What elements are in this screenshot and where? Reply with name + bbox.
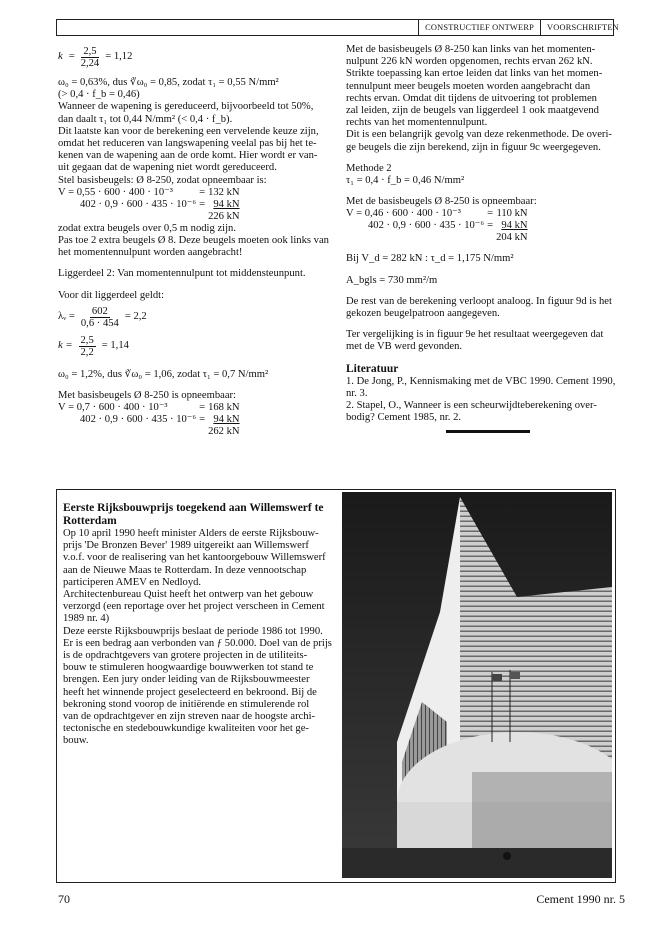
paragraph-line: Pas toe 2 extra beugels Ø 8. Deze beugels moeten ook links van xyxy=(58,235,329,247)
omega-paragraph xyxy=(58,77,336,187)
paragraph-line: zal leiden, zijn de beugels van liggerdeel 1 ook maatgevend xyxy=(346,105,599,117)
paragraph-line: gekozen beugelpatroon aangegeven. xyxy=(346,308,500,320)
methode-2-heading: Methode 2 xyxy=(346,162,392,174)
header-section: CONSTRUCTIEF ONTWERP xyxy=(418,20,540,35)
news-line: bouw. xyxy=(63,735,89,747)
calc-table-1 xyxy=(58,187,243,223)
lambda-equation xyxy=(58,306,336,329)
news-text xyxy=(63,502,333,748)
calc-row xyxy=(346,208,531,220)
calc-row xyxy=(58,211,243,223)
news-line: is de opdrachtgevers van grotere projecten in de utiliteits- xyxy=(63,650,308,662)
calc-cell: = xyxy=(199,186,206,198)
news-title xyxy=(63,502,333,528)
omega-line: kenen van de wapening aan de orde komt. Hier wordt er van- xyxy=(58,150,318,162)
running-header xyxy=(56,19,619,36)
k-symbol: k xyxy=(58,51,63,63)
paragraph-line: rechts ervan. Omdat dit tijdens de uitvoering tot problemen xyxy=(346,92,597,104)
paragraph-line: rechts van het momentennulpunt. xyxy=(346,117,488,129)
lambda-denominator: 0,6 · 454 xyxy=(80,317,119,329)
k2-equation xyxy=(58,335,336,358)
k2-result: = 1,14 xyxy=(101,340,129,352)
calc-cell: 94 kN xyxy=(501,220,528,232)
paragraph-line: Dit is een belangrijk gevolg van deze rekenmethode. De overi- xyxy=(346,129,612,141)
calc-cell xyxy=(58,211,199,223)
reference-line: nr. 3. xyxy=(346,387,368,399)
right-column xyxy=(346,44,624,433)
willemswerf-photo xyxy=(342,492,612,878)
calc-cell xyxy=(199,426,208,438)
news-line: v.o.f. voor de realisering van het kantoorgebouw Willemswerf xyxy=(63,552,326,564)
paragraph-line: De rest van de berekening verloopt analoog. In figuur 9d is het xyxy=(346,295,612,307)
header-blank-cell xyxy=(57,20,418,35)
paragraph-line: het momentennulpunt worden aangebracht! xyxy=(58,247,243,259)
news-line: prijs 'De Bronzen Bever' 1989 uitgereikt aan Willemswerf xyxy=(63,540,309,552)
literatuur-list xyxy=(346,376,624,425)
lambda-fraction xyxy=(81,306,119,329)
end-rule xyxy=(446,430,530,433)
page-number: 70 xyxy=(58,892,70,906)
calc-cell: = xyxy=(487,208,494,220)
k-denominator: 2,24 xyxy=(80,58,100,69)
omega-line: ω₀ = 0,63%, dus ∛ω₀ = 0,85, zodat τ₁ = 0,55 N/mm² xyxy=(58,77,279,88)
omega-line: uit gegaan dat de wapening niet wordt gereduceerd. xyxy=(58,162,277,174)
calc-cell xyxy=(487,232,496,244)
paragraph-line: zodat extra beugels over 0,5 m nodig zijn. xyxy=(58,222,236,234)
calc-cell: V = 0,46 · 600 · 400 · 10⁻³ xyxy=(346,208,461,220)
calc-cell: 402 · 0,9 · 600 · 435 · 10⁻⁶ xyxy=(80,414,197,426)
k-numerator: 2,5 xyxy=(83,46,97,57)
right-paragraph-1 xyxy=(346,44,624,154)
tau-line: τ₁ = 0,4 · f_b = 0,46 N/mm² xyxy=(346,175,465,187)
calc-cell: 168 kN xyxy=(208,402,240,414)
calc-cell: 110 kN xyxy=(496,208,528,220)
calc-cell: = xyxy=(199,402,206,414)
basis2-line: Met basisbeugels Ø 8-250 is opneembaar: xyxy=(58,390,236,402)
k-fraction xyxy=(81,46,100,69)
abgls-line: A_bgls = 730 mm²/m xyxy=(346,274,438,286)
omega-line: Stel basisbeugels: Ø 8-250, zodat opneembaar is: xyxy=(58,174,267,186)
news-line: heeft het winnende project geselecteerd en bekroond. Bij de xyxy=(63,686,317,698)
calc-cell: 262 kN xyxy=(208,426,240,438)
news-line: van de opdrachtgever en zijn streven naar de hoogste archi- xyxy=(63,711,316,723)
calc-cell: 94 kN xyxy=(213,414,240,426)
k2-numerator: 2,5 xyxy=(80,334,94,346)
news-line: bekroning stond voorop de initiërende en stimulerende rol xyxy=(63,698,310,710)
k2-denominator: 2,2 xyxy=(80,346,94,358)
k2-fraction xyxy=(79,335,96,358)
calc-cell: = xyxy=(199,414,206,426)
calc-cell: V = 0,7 · 600 · 400 · 10⁻³ xyxy=(58,402,168,414)
news-line: participeren AMEV en Nedloyd. xyxy=(63,576,202,588)
lambda-result: = 2,2 xyxy=(124,311,147,323)
news-line: bouw te stimuleren hoogwaardige bouwwerken tot stand te xyxy=(63,662,314,674)
news-body xyxy=(63,528,333,748)
lambda-numerator: 602 xyxy=(91,305,108,317)
calc-row xyxy=(58,187,243,199)
journal-issue: Cement 1990 nr. 5 xyxy=(536,892,625,906)
omega2-line: ω₀ = 1,2%, dus ∛ω₀ = 1,06, zodat τ₁ = 0,7 N/mm² xyxy=(58,368,269,380)
left-column xyxy=(58,44,336,438)
news-line: 1989 nr. 4) xyxy=(63,613,110,625)
calc-cell xyxy=(346,232,487,244)
calc-cell: 402 · 0,9 · 600 · 435 · 10⁻⁶ xyxy=(80,198,197,210)
header-subsection: VOORSCHRIFTEN xyxy=(540,20,613,35)
reference-line: 1. De Jong, P., Kennismaking met de VBC 1990. Cement 1990, xyxy=(346,375,616,387)
literatuur-heading: Literatuur xyxy=(346,362,399,375)
right-paragraph-3 xyxy=(346,329,624,353)
news-line: Op 10 april 1990 heeft minister Alders de eerste Rijksbouw- xyxy=(63,528,319,539)
calc-row xyxy=(58,426,243,438)
news-title-line: Rotterdam xyxy=(63,515,117,527)
reference-line: bodig? Cement 1985, nr. 2. xyxy=(346,412,462,424)
news-line: Er is een bedrag aan verbonden van ƒ 50.000. Doel van de prijs xyxy=(63,637,332,649)
right-paragraph-2 xyxy=(346,296,624,320)
extra-beugels-paragraph xyxy=(58,223,336,260)
calc-cell xyxy=(199,211,208,223)
calc-cell: 132 kN xyxy=(208,186,240,198)
paragraph-line: Met de basisbeugels Ø 8-250 kan links van het momenten- xyxy=(346,44,596,55)
calc-cell: 226 kN xyxy=(208,210,240,222)
calc-cell: 402 · 0,9 · 600 · 435 · 10⁻⁶ xyxy=(368,220,485,232)
omega-line: (> 0,4 · f_b = 0,46) xyxy=(58,89,140,101)
calc-row xyxy=(58,402,243,414)
calc-cell: V = 0,55 · 600 · 400 · 10⁻³ xyxy=(58,186,173,198)
basis3-line: Met de basisbeugels Ø 8-250 is opneembaar: xyxy=(346,196,537,208)
calc-cell: 204 kN xyxy=(496,232,528,244)
paragraph-line: ge beugels die zijn berekend, zijn in figuur 9c weergegeven. xyxy=(346,141,601,153)
calc-cell: 94 kN xyxy=(213,198,240,210)
news-line: verzorgd (een reportage over het project verscheen in Cement xyxy=(63,601,325,613)
paragraph-line: met de VB werd gevonden. xyxy=(346,341,463,353)
paragraph-line: Strikte toepassing kan ertoe leiden dat links van het momen- xyxy=(346,68,603,80)
news-line: brengen. Een jury onder leiding van de Rijksbouwmeester xyxy=(63,674,310,686)
lambda-symbol: λᵥ = xyxy=(58,311,75,323)
k-result: = 1,12 xyxy=(105,51,133,63)
calc-row xyxy=(58,199,243,211)
k2-symbol: k = xyxy=(58,340,73,352)
news-line: Architectenbureau Quist heeft het ontwerp van het gebouw xyxy=(63,589,314,601)
news-title-line: Eerste Rijksbouwprijs toegekend aan Willemswerf te xyxy=(63,502,324,514)
calc-table-3 xyxy=(346,208,531,244)
liggerdeel-heading: Liggerdeel 2: Van momentennulpunt tot middensteunpunt. xyxy=(58,268,306,280)
omega-line: Wanneer de wapening is gereduceerd, bijvoorbeeld tot 50%, xyxy=(58,101,314,113)
news-line: Deze eerste Rijksbouwprijs beslaat de periode 1986 tot 1990. xyxy=(63,625,323,637)
omega-line: Dit laatste kan voor de berekening een vervelende keuze zijn, xyxy=(58,125,319,137)
news-line: tectonische en stedebouwkundige kwaliteiten voor het ge- xyxy=(63,723,309,735)
calc-table-2 xyxy=(58,402,243,438)
omega-line: dan daalt τ₁ tot 0,44 N/mm² (< 0,4 · f_b). xyxy=(58,113,233,125)
omega-line: omdat het reduceren van langswapening veelal pas bij het te- xyxy=(58,138,317,150)
news-line: aan de Nieuwe Maas te Rotterdam. In deze vennootschap xyxy=(63,564,307,576)
voor-dit-line: Voor dit liggerdeel geldt: xyxy=(58,289,165,301)
k-equation: k = $\frac{2,5}{2,24}$ = 1,12 xyxy=(58,46,133,69)
paragraph-line: tennulpunt meer beugels moeten worden aangebracht dan xyxy=(346,80,591,92)
building-photo-svg xyxy=(342,492,612,878)
paragraph-line: Ter vergelijking is in figuur 9e het resultaat weergegeven dat xyxy=(346,329,604,341)
vd-line: Bij V_d = 282 kN : τ_d = 1,175 N/mm² xyxy=(346,253,514,265)
paragraph-line: nulpunt 226 kN worden opgenomen, rechts ervan 262 kN. xyxy=(346,56,593,68)
calc-row xyxy=(58,414,243,426)
calc-cell xyxy=(58,426,199,438)
calc-cell: = xyxy=(487,220,494,232)
calc-row xyxy=(346,220,531,232)
calc-cell: = xyxy=(199,198,206,210)
reference-line: 2. Stapel, O., Wanneer is een scheurwijdteberekening over- xyxy=(346,400,597,412)
calc-row xyxy=(346,232,531,244)
